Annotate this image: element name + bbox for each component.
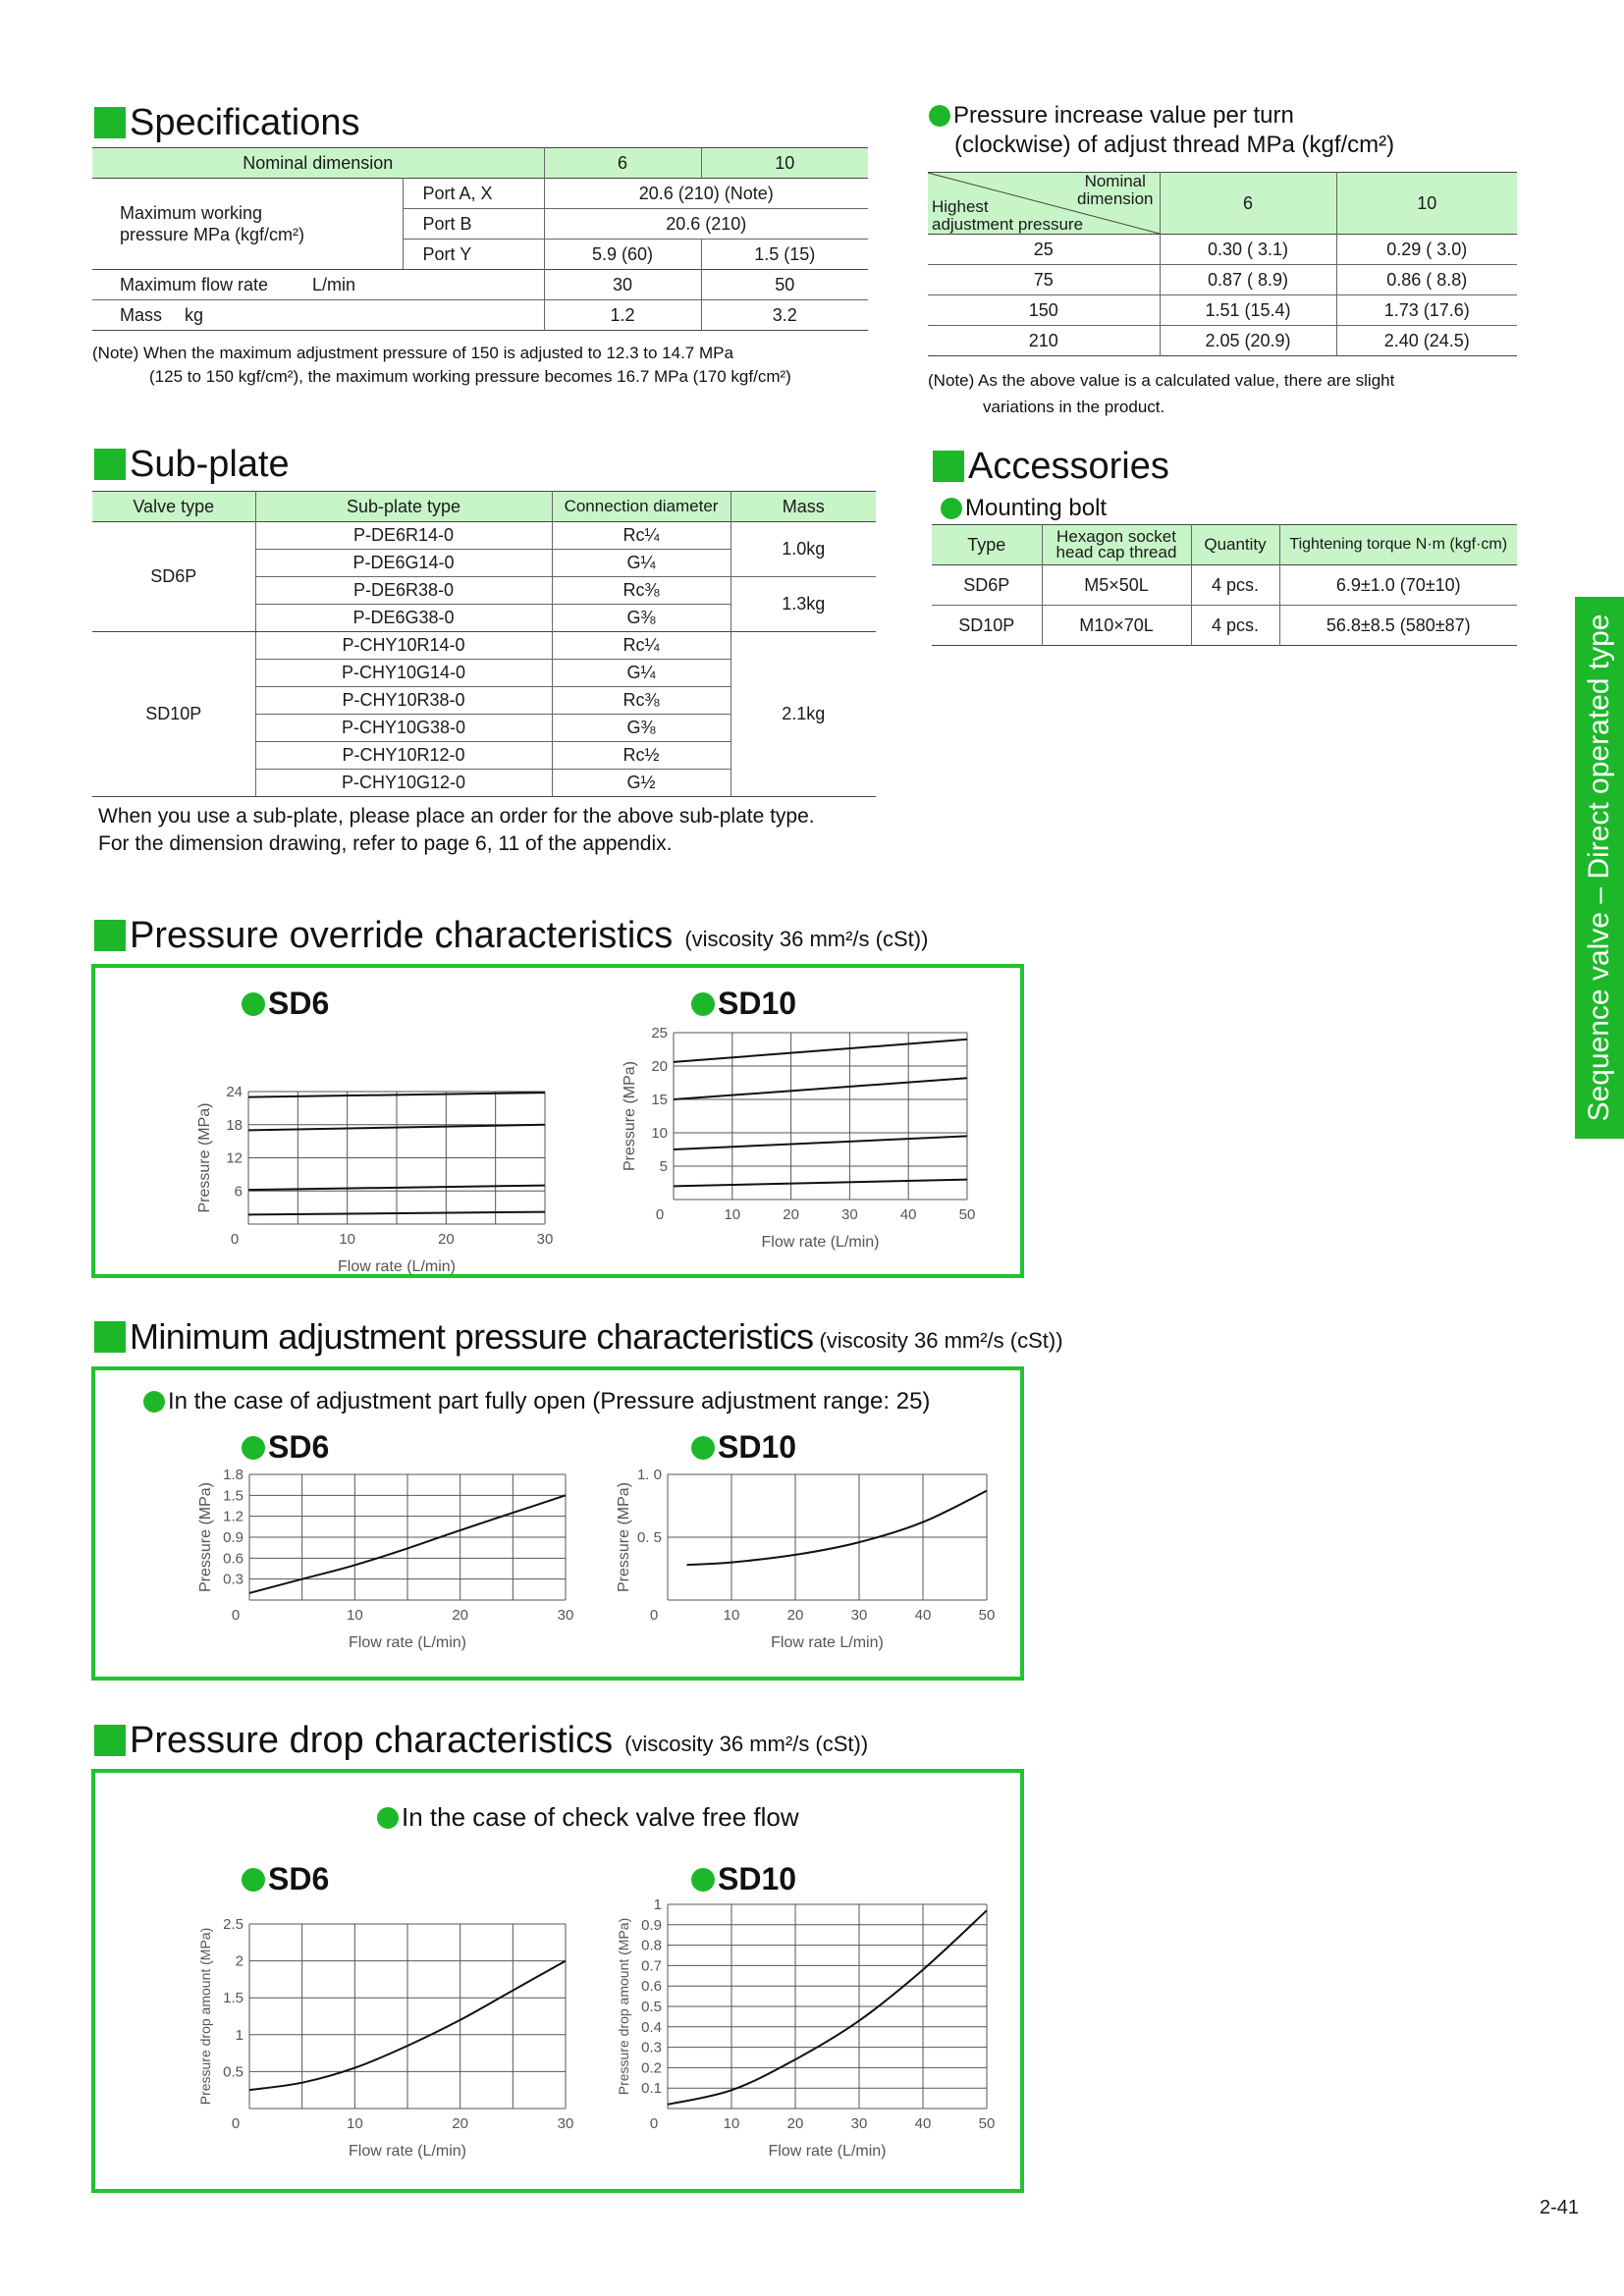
y-axis-label: Pressure drop amount (MPa): [197, 1927, 213, 2106]
x-axis-label: Flow rate (L/min): [348, 2143, 467, 2160]
acc-type: SD6P: [932, 565, 1042, 606]
x-tick-label: 10: [724, 1206, 741, 1223]
y-tick-label: 0.1: [641, 2080, 662, 2098]
mounting-bolt-subtitle: Mounting bolt: [941, 495, 1107, 522]
accessories-table: [932, 524, 1517, 646]
x-tick-label: 10: [346, 1607, 363, 1624]
connection-diameter: G¼: [552, 660, 731, 687]
green-dot-icon: [941, 498, 962, 519]
green-square-icon: [933, 451, 964, 482]
drop-note: (viscosity 36 mm²/s (cSt)): [624, 1732, 869, 1756]
x-axis-label: Flow rate (L/min): [337, 1258, 457, 1275]
acc-bolt: M5×50L: [1042, 565, 1191, 606]
mass-value: 1.0kg: [731, 522, 876, 577]
connection-diameter: Rc¼: [552, 522, 731, 550]
mass-10: 3.2: [772, 304, 797, 325]
connection-diameter: Rc⅜: [552, 577, 731, 605]
y-tick-label: 0.5: [223, 2063, 244, 2081]
override-sd10-chart: [609, 1021, 1001, 1266]
y-axis-label: Pressure (MPa): [196, 1102, 213, 1213]
subplate-type: P-DE6G14-0: [255, 550, 552, 577]
x-axis-label: Flow rate (L/min): [348, 1634, 467, 1651]
x-tick-label: 40: [914, 2115, 932, 2132]
drop-sd6-chart: [167, 1914, 589, 2169]
port-b-label: Port B: [403, 209, 544, 240]
x-tick-label: 0: [655, 1206, 665, 1223]
y-tick-label: 10: [651, 1125, 668, 1142]
minimum-sd6-chart: [167, 1465, 589, 1661]
y-tick-label: 0.4: [641, 2018, 662, 2036]
flow-unit: L/min: [312, 274, 356, 294]
y-tick-label: 24: [226, 1084, 243, 1100]
subplate-type: P-DE6R38-0: [255, 577, 552, 605]
connection-diameter: Rc⅜: [552, 687, 731, 715]
specifications-table: [92, 147, 868, 331]
acc-header-bolt-2: head cap thread: [1056, 543, 1177, 561]
x-tick-label: 20: [786, 2115, 804, 2132]
x-tick-label: 10: [339, 1231, 356, 1248]
green-dot-icon: [242, 1436, 265, 1460]
pi-pressure: 210: [928, 326, 1160, 356]
green-dot-icon: [929, 105, 950, 127]
x-tick-label: 40: [899, 1206, 917, 1223]
flow-row-label: [92, 270, 544, 300]
port-ax-value: 20.6 (210) (Note): [638, 183, 774, 203]
pi-row: [928, 295, 1517, 326]
x-tick-label: 20: [452, 2115, 469, 2132]
flow-6: 30: [544, 270, 701, 300]
subplate-type: P-CHY10G12-0: [255, 770, 552, 797]
max-pressure-label-2: pressure MPa (kgf/cm²): [120, 225, 305, 244]
subplate-note: [98, 803, 903, 858]
acc-row: [932, 565, 1517, 606]
specifications-title: Specifications: [94, 104, 359, 141]
mass-row-label: [92, 300, 544, 331]
green-dot-icon: [691, 1868, 715, 1892]
connection-diameter: G⅜: [552, 715, 731, 742]
pressure-increase-note: [928, 367, 1537, 420]
green-dot-icon: [143, 1391, 165, 1413]
acc-header-torque: Tightening torque N·m (kgf·cm): [1279, 525, 1517, 565]
y-axis-label: Pressure (MPa): [622, 1060, 638, 1172]
x-tick-label: 0: [230, 1231, 240, 1248]
y-tick-label: 0.2: [641, 2059, 662, 2077]
x-tick-label: 10: [723, 2115, 740, 2132]
minimum-sd10-chart: [599, 1465, 1011, 1661]
connection-diameter: G½: [552, 770, 731, 797]
connection-diameter: G¼: [552, 550, 731, 577]
subplate-type: P-CHY10R12-0: [255, 742, 552, 770]
y-tick-label: 20: [651, 1058, 668, 1075]
y-tick-label: 1. 0: [636, 1467, 662, 1483]
connection-diameter: G⅜: [552, 605, 731, 632]
x-axis-label: Flow rate (L/min): [761, 1234, 880, 1251]
x-axis-label: Flow rate (L/min): [768, 2143, 887, 2160]
connection-diameter: Rc½: [552, 742, 731, 770]
pi-note-1: (Note) As the above value is a calculated value, there are slight: [928, 371, 1395, 390]
minimum-sd10-label: SD10: [691, 1429, 796, 1466]
acc-header-bolt: [1042, 525, 1191, 565]
acc-quantity: 4 pcs.: [1191, 565, 1279, 606]
minimum-note: (viscosity 36 mm²/s (cSt)): [819, 1328, 1063, 1353]
y-tick-label: 18: [226, 1116, 243, 1134]
subplate-table: [92, 491, 876, 797]
drop-sd10-label: SD10: [691, 1861, 796, 1897]
pi-header-6: 6: [1160, 173, 1336, 235]
pi-value-10: 0.86 ( 8.8): [1386, 269, 1468, 290]
override-title: Pressure override characteristics (viscosity 36 mm²/s (cSt)): [94, 917, 928, 954]
y-tick-label: 15: [651, 1092, 668, 1108]
drop-subtitle: In the case of check valve free flow: [377, 1802, 799, 1833]
y-tick-label: 0.3: [223, 1571, 244, 1588]
y-tick-label: 0.6: [641, 1978, 662, 1996]
valve-sd10p: SD10P: [92, 632, 255, 797]
pi-note-2: variations in the product.: [983, 398, 1165, 416]
mass-value: 2.1kg: [782, 704, 826, 723]
drop-title: Pressure drop characteristics (viscosity 36 mm²/s (cSt)): [94, 1722, 868, 1759]
y-tick-label: 12: [226, 1149, 243, 1167]
drop-sd10-chart: [599, 1895, 1011, 2169]
spec-note-1: (Note) When the maximum adjustment pressure of 150 is adjusted to 12.3 to 14.7 MPa: [92, 344, 733, 362]
x-tick-label: 30: [850, 1607, 868, 1624]
accessories-title: Accessories: [933, 448, 1169, 485]
x-tick-label: 30: [841, 1206, 858, 1223]
acc-bolt: M10×70L: [1042, 606, 1191, 646]
green-dot-icon: [242, 992, 265, 1016]
subplate-header-diameter: Connection diameter: [552, 492, 731, 522]
acc-row: [932, 606, 1517, 646]
green-square-icon: [94, 107, 126, 138]
y-tick-label: 1.8: [223, 1467, 244, 1483]
subplate-type: P-CHY10G38-0: [255, 715, 552, 742]
minimum-sd6-label: SD6: [242, 1429, 329, 1466]
subplate-header-mass: Mass: [731, 492, 876, 522]
port-y-label: Port Y: [403, 240, 544, 270]
y-tick-label: 25: [651, 1025, 668, 1041]
x-tick-label: 40: [914, 1607, 932, 1624]
flow-10: 50: [775, 274, 795, 294]
mass-unit: kg: [185, 304, 204, 325]
minimum-title: Minimum adjustment pressure characteristics (viscosity 36 mm²/s (cSt)): [94, 1319, 1063, 1355]
y-tick-label: 0.7: [641, 1957, 662, 1975]
port-b-value: 20.6 (210): [666, 213, 747, 234]
x-tick-label: 20: [437, 1231, 455, 1248]
subplate-header-type: Sub-plate type: [255, 492, 552, 522]
y-tick-label: 2: [235, 1952, 244, 1970]
drop-sd6-label: SD6: [242, 1861, 329, 1897]
subplate-header-valve: Valve type: [92, 492, 255, 522]
override-sd6-label: SD6: [242, 986, 329, 1022]
pi-pressure: 75: [928, 265, 1160, 295]
y-tick-label: 1.2: [223, 1508, 244, 1525]
side-tab: [1575, 597, 1624, 1139]
x-tick-label: 30: [536, 1231, 554, 1248]
x-tick-label: 10: [346, 2115, 363, 2132]
y-tick-label: 0.5: [641, 1999, 662, 2015]
green-square-icon: [94, 920, 126, 951]
subplate-type: P-DE6R14-0: [255, 522, 552, 550]
pi-value-6: 0.30 ( 3.1): [1160, 235, 1336, 265]
x-tick-label: 20: [452, 1607, 469, 1624]
port-ax-label: Port A, X: [403, 179, 544, 209]
subplate-note-1: When you use a sub-plate, please place an order for the above sub-plate type.: [98, 805, 815, 828]
y-tick-label: 0.8: [641, 1937, 662, 1954]
spec-header-nominal: Nominal dimension: [92, 148, 544, 179]
y-tick-label: 1.5: [223, 1990, 244, 2007]
subplate-type: P-CHY10R14-0: [255, 632, 552, 660]
spec-header-6: 6: [544, 148, 701, 179]
pi-value-6: 0.87 ( 8.9): [1160, 265, 1336, 295]
corner-bottom-1: Highest: [932, 197, 989, 216]
pi-row: [928, 265, 1517, 295]
y-tick-label: 0. 5: [636, 1529, 662, 1546]
pressure-increase-title: [929, 102, 1394, 159]
pressure-increase-table: [928, 172, 1517, 356]
override-sd10-label: SD10: [691, 986, 796, 1022]
x-tick-label: 50: [978, 1607, 996, 1624]
series-line: [674, 1180, 967, 1187]
x-tick-label: 50: [958, 1206, 976, 1223]
y-tick-label: 0.6: [223, 1550, 244, 1568]
green-square-icon: [94, 1725, 126, 1756]
series-line: [674, 1078, 967, 1099]
x-tick-label: 20: [786, 1607, 804, 1624]
mass-label: Mass: [120, 304, 163, 325]
acc-torque: 56.8±8.5 (580±87): [1326, 614, 1471, 635]
y-tick-label: 0.9: [641, 1916, 662, 1934]
side-tab-label: Sequence valve – Direct operated type: [1583, 614, 1615, 1122]
green-dot-icon: [691, 992, 715, 1016]
override-note: (viscosity 36 mm²/s (cSt)): [684, 927, 929, 951]
x-tick-label: 20: [783, 1206, 799, 1223]
pi-pressure: 25: [928, 235, 1160, 265]
page-number: 2-41: [1540, 2197, 1580, 2218]
x-tick-label: 30: [850, 2115, 868, 2132]
corner-top-2: dimension: [1077, 189, 1154, 208]
x-tick-label: 0: [649, 1607, 659, 1624]
series-line: [248, 1212, 545, 1215]
subplate-type: P-DE6G38-0: [255, 605, 552, 632]
pressure-increase-title-1: Pressure increase value per turn: [953, 102, 1294, 129]
corner-bottom-2: adjustment pressure: [932, 215, 1084, 234]
corner-header: [928, 173, 1160, 235]
pi-value-6: 2.05 (20.9): [1160, 326, 1336, 356]
port-y-10: 1.5 (15): [754, 243, 816, 264]
y-axis-label: Pressure drop amount (MPa): [616, 1917, 631, 2096]
mass-6: 1.2: [544, 300, 701, 331]
pi-value-6: 1.51 (15.4): [1160, 295, 1336, 326]
subplate-type: P-CHY10R38-0: [255, 687, 552, 715]
x-axis-label: Flow rate L/min): [771, 1634, 884, 1651]
y-tick-label: 1: [653, 1896, 662, 1913]
pi-row: [928, 326, 1517, 356]
pressure-increase-title-2: (clockwise) of adjust thread MPa (kgf/cm²): [954, 132, 1395, 158]
y-tick-label: 2.5: [223, 1916, 244, 1933]
mass-value: 1.3kg: [731, 577, 876, 632]
port-y-6: 5.9 (60): [544, 240, 701, 270]
y-tick-label: 1.5: [223, 1487, 244, 1505]
pi-row: [928, 235, 1517, 265]
green-square-icon: [94, 449, 126, 480]
x-tick-label: 0: [231, 2115, 241, 2132]
y-tick-label: 0.3: [641, 2039, 662, 2056]
acc-header-bolt-1: Hexagon socket: [1056, 527, 1176, 546]
green-dot-icon: [691, 1436, 715, 1460]
x-tick-label: 50: [978, 2115, 996, 2132]
x-tick-label: 0: [649, 2115, 659, 2132]
acc-quantity: 4 pcs.: [1191, 606, 1279, 646]
acc-header-quantity: Quantity: [1191, 525, 1279, 565]
valve-sd6p: SD6P: [92, 522, 255, 632]
y-tick-label: 6: [234, 1183, 243, 1201]
green-square-icon: [94, 1321, 126, 1353]
pi-pressure: 150: [928, 295, 1160, 326]
minimum-subtitle: In the case of adjustment part fully open (Pressure adjustment range: 25): [143, 1388, 930, 1415]
acc-torque: 6.9±1.0 (70±10): [1335, 574, 1461, 595]
y-tick-label: 0.9: [223, 1529, 244, 1546]
pi-header-10: 10: [1336, 173, 1517, 235]
x-tick-label: 30: [557, 2115, 574, 2132]
pi-value-10: 0.29 ( 3.0): [1386, 239, 1468, 259]
green-dot-icon: [377, 1807, 399, 1829]
connection-diameter: Rc¼: [552, 632, 731, 660]
y-axis-label: Pressure (MPa): [616, 1481, 632, 1593]
pi-value-10: 2.40 (24.5): [1383, 330, 1470, 350]
subplate-title: Sub-plate: [94, 446, 290, 483]
spec-note: [92, 342, 878, 389]
x-tick-label: 10: [723, 1607, 740, 1624]
subplate-note-2: For the dimension drawing, refer to page 6, 11 of the appendix.: [98, 832, 673, 855]
flow-label: Maximum flow rate: [120, 274, 269, 294]
x-tick-label: 30: [557, 1607, 574, 1624]
y-axis-label: Pressure (MPa): [197, 1481, 214, 1593]
pi-value-10: 1.73 (17.6): [1383, 299, 1470, 320]
max-pressure-label-1: Maximum working: [120, 203, 263, 223]
series-line: [674, 1040, 967, 1062]
series-line: [674, 1136, 967, 1149]
spec-header-10: 10: [701, 148, 868, 179]
subplate-type: P-CHY10G14-0: [255, 660, 552, 687]
green-dot-icon: [242, 1868, 265, 1892]
acc-type: SD10P: [932, 606, 1042, 646]
override-sd6-chart: [187, 1070, 579, 1275]
y-tick-label: 5: [659, 1158, 668, 1175]
y-tick-label: 1: [235, 2026, 244, 2044]
x-tick-label: 0: [231, 1607, 241, 1624]
spec-note-2: (125 to 150 kgf/cm²), the maximum working pressure becomes 16.7 MPa (170 kgf/cm²): [149, 367, 791, 386]
acc-header-type: Type: [932, 525, 1042, 565]
corner-top-1: Nominal: [1084, 172, 1146, 190]
series-line: [668, 1910, 987, 2105]
